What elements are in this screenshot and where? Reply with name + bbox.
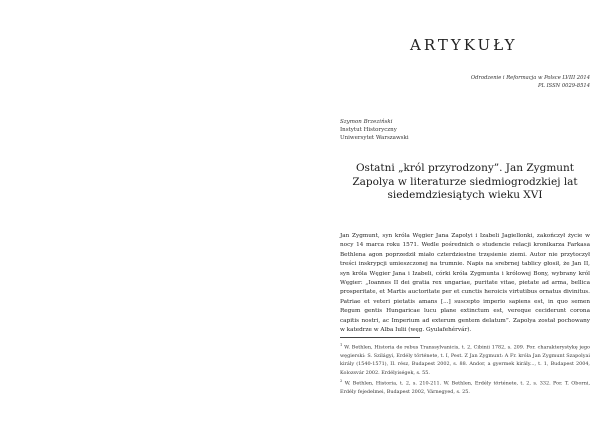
author-university: Uniwersytet Warszawski — [340, 135, 409, 141]
title-line: Zapolya w literaturze siedmiogrodzkiej lat — [352, 175, 578, 188]
footnote-text: W. Bethlen, Historia, t. 2, s. 210-211. W. Bethlen, Erdély története, t. 2, s. 332. Por. T. Oborni, Erdély fejedelmei, Budapest 2002, Várnegyed, s. 25. — [340, 380, 590, 395]
footnote-text: W. Bethlen, Historia de rebus Transsylvanicis, t. 2, Cibinii 1782, s. 209. Por. charakterystykę jego węgierski: S. Szilágyi, Erdély története, t. I, Pest. Z Jan Zygmunt: A Fr. króla Jan Zygmunt Szapolyai király (1540-1571), II. rész, Budapest 2002, s. 88. Andor, a gyermek király..., t. 1, Budapest 2004, Kolozsvár 2002. Erdélyiségek, s. 55. — [340, 344, 591, 376]
footnote — [340, 341, 590, 377]
body-text — [340, 232, 590, 335]
article-title — [340, 162, 590, 203]
journal-citation: Odrodzenie i Reformacja w Polsce LVIII 2014 — [470, 75, 590, 81]
body-paragraph: Jan Zygmunt, syn króla Węgier Jana Zapolyi i Izabeli Jagiellonki, zakończył życie w nocy 14 marca roku 1571. Wedle pośrednich o studencie relacji kronikarza Farkasa Bethlena agon poprzedził miało czterdziestne trzęsienie ziemi. Autor nie przytoczył treści inskrypcji umieszczonej na trumnie. Napis na srebrnej tablicy głosił, że Jan II, syn króla Węgier Jana i Izabeli, córki króla Zygmunta i królowej Bony, wybrany król Węgier: „Ioannes II dei gratia rex ungariae, puritate vitae, pietate ad arma, bellica prosperitate, et Martis auctoritate per et cunctis heroicis virtutibus ornatus divinitus. Patriae et veteri pietatis amans [...] suscepto imperio sapiens est, in quo semen Regum gentis Hungaricae lucu plane extinctum est, vereque ceciderunt corona capitis nostri, ac Imperium ad exterum gentem delatum”. Zapolya został pochowany w katedrze w Alba Iulii (węg. Gyulafehérvár). — [340, 233, 590, 334]
title-line: Ostatni „król przyrodzony”. Jan Zygmunt — [355, 162, 575, 174]
section-heading: ARTYKUŁY — [410, 36, 518, 54]
footnote-separator — [340, 337, 420, 338]
author-name: Szymon Brzeziński — [340, 119, 393, 125]
publication-meta — [430, 74, 590, 90]
footnote-number: 2 — [340, 378, 343, 383]
footnote-number: 1 — [340, 343, 343, 347]
issn: PL ISSN 0029-8514 — [538, 83, 590, 89]
footnote — [340, 377, 590, 396]
author-institution: Instytut Historyczny — [340, 127, 397, 133]
title-line: siedemdziesiątych wieku XVI — [387, 189, 543, 201]
author-block — [340, 118, 409, 142]
footnotes — [340, 341, 590, 396]
